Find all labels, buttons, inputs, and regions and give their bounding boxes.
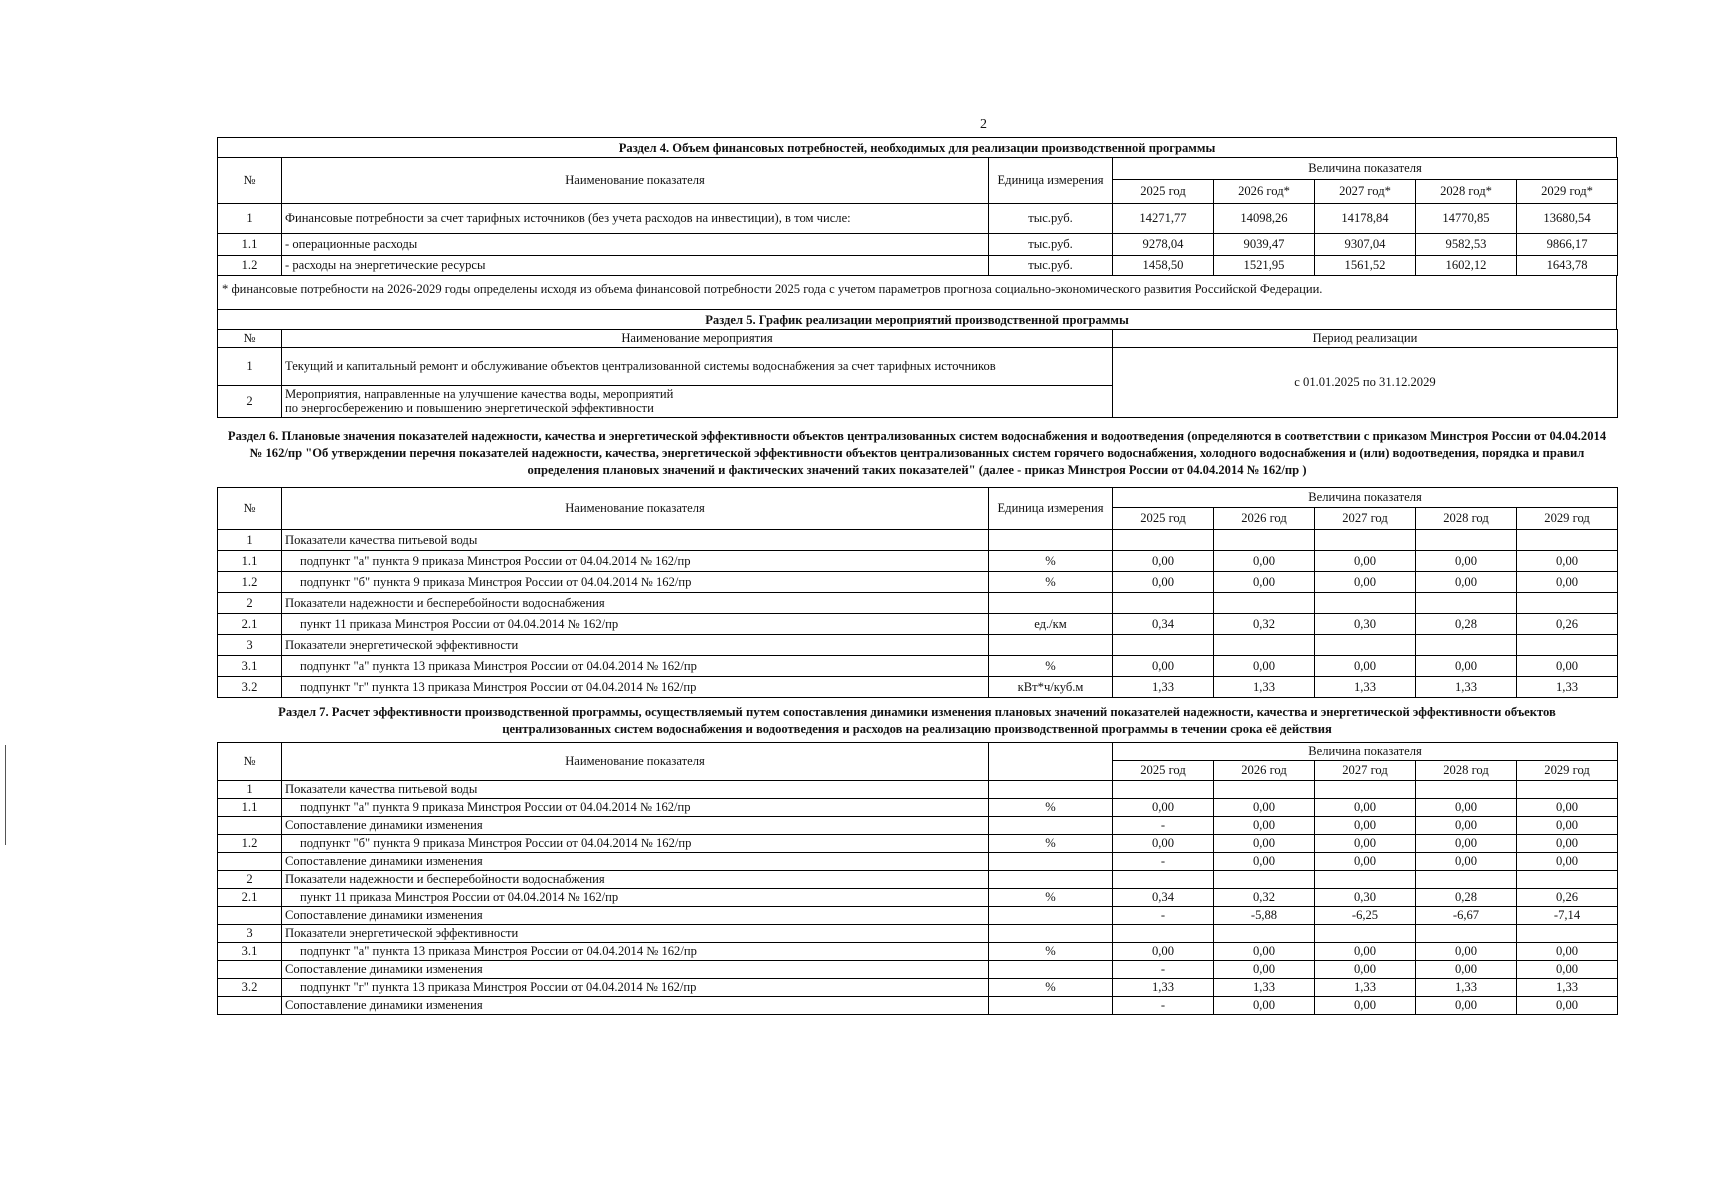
row-value: 9278,04 [1113, 234, 1214, 256]
row-value: 0,00 [1214, 960, 1315, 978]
row-value: 9582,53 [1416, 234, 1517, 256]
row-no [218, 906, 282, 924]
row-value: 14098,26 [1214, 204, 1315, 234]
row-value: - [1113, 960, 1214, 978]
col-header-name: Наименование показателя [282, 742, 989, 780]
row-value: 0,00 [1113, 655, 1214, 676]
row-name: Сопоставление динамики изменения [282, 906, 989, 924]
row-value [1113, 529, 1214, 550]
row-no: 2.1 [218, 613, 282, 634]
col-header-value-group: Величина показателя [1113, 487, 1618, 507]
row-value [1315, 780, 1416, 798]
row-value [1517, 634, 1618, 655]
row-value: 0,00 [1416, 960, 1517, 978]
row-value [1416, 870, 1517, 888]
row-value: 0,00 [1113, 834, 1214, 852]
row-no: 1.2 [218, 834, 282, 852]
section4-note: * финансовые потребности на 2026-2029 годы определены исходя из объема финансовой потребности 2025 года с учетом параметров прогноза социально-экономического развития Российской Федерации. [217, 276, 1617, 309]
row-no: 3.2 [218, 978, 282, 996]
table-row [218, 906, 1618, 924]
row-value: 0,28 [1416, 888, 1517, 906]
row-value: 1,33 [1315, 978, 1416, 996]
table-row [218, 571, 1618, 592]
row-value [1315, 870, 1416, 888]
period-cell: с 01.01.2025 по 31.12.2029 [1113, 348, 1618, 418]
row-value: 0,00 [1113, 798, 1214, 816]
row-no: 2.1 [218, 888, 282, 906]
row-value [1416, 780, 1517, 798]
row-value: -7,14 [1517, 906, 1618, 924]
row-no: 1 [218, 204, 282, 234]
col-header-year: 2025 год [1113, 180, 1214, 204]
col-header-year: 2026 год [1214, 507, 1315, 529]
col-header-unit: Единица измерения [989, 158, 1113, 204]
row-value: 0,00 [1214, 852, 1315, 870]
col-header-year: 2029 год [1517, 507, 1618, 529]
row-value: -6,25 [1315, 906, 1416, 924]
section5-title: Раздел 5. График реализации мероприятий производственной программы [217, 309, 1617, 329]
col-header-value-group: Величина показателя [1113, 158, 1618, 180]
group-row [218, 870, 1618, 888]
table-row [218, 676, 1618, 697]
row-value: 9866,17 [1517, 234, 1618, 256]
section6-title: Раздел 6. Плановые значения показателей надежности, качества и энергетической эффективности объектов централизованных систем водоснабжения и водоотведения (определяются в соответствии с приказом Минстроя России от 04.04.2014 № 162/пр "Об утверждении перечня показателей надежности, качества, энергетической эффективности объектов централизованных систем горячего водоснабжения, холодного водоснабжения и (или) водоотведения, порядка и правил определения плановых значений и фактических значений таких показателей" (далее - приказ Минстроя России от 04.04.2014 № 162/пр ) [227, 428, 1607, 477]
row-value: 0,00 [1315, 816, 1416, 834]
row-value: - [1113, 996, 1214, 1014]
row-no: 1 [218, 348, 282, 386]
col-header-year: 2028 год [1416, 760, 1517, 780]
row-value [1416, 924, 1517, 942]
row-value [1315, 924, 1416, 942]
row-unit [989, 816, 1113, 834]
row-value: 1,33 [1416, 676, 1517, 697]
table-row [218, 798, 1618, 816]
row-value: 0,00 [1214, 834, 1315, 852]
group-row [218, 780, 1618, 798]
row-name: подпункт "г" пункта 13 приказа Минстроя России от 04.04.2014 № 162/пр [282, 676, 989, 697]
row-value [1214, 592, 1315, 613]
row-unit [989, 906, 1113, 924]
page-number: 2 [980, 117, 987, 132]
row-value: 0,00 [1416, 996, 1517, 1014]
row-value: 9307,04 [1315, 234, 1416, 256]
row-value: 0,00 [1315, 655, 1416, 676]
row-value: - [1113, 906, 1214, 924]
row-no: 2 [218, 870, 282, 888]
row-value: 0,26 [1517, 613, 1618, 634]
row-no: 3.1 [218, 942, 282, 960]
row-value [1416, 529, 1517, 550]
row-no: 3.2 [218, 676, 282, 697]
section4-title: Раздел 4. Объем финансовых потребностей, необходимых для реализации производственной программы [217, 137, 1617, 157]
row-value: 0,00 [1315, 996, 1416, 1014]
row-value: 14770,85 [1416, 204, 1517, 234]
row-no [218, 852, 282, 870]
row-name [282, 386, 1113, 418]
row-value: 1,33 [1315, 676, 1416, 697]
row-name: Показатели качества питьевой воды [282, 780, 989, 798]
row-value: -6,67 [1416, 906, 1517, 924]
row-name: подпункт "а" пункта 13 приказа Минстроя России от 04.04.2014 № 162/пр [282, 655, 989, 676]
row-name: Показатели надежности и бесперебойности водоснабжения [282, 870, 989, 888]
row-unit [989, 529, 1113, 550]
table-row [218, 888, 1618, 906]
table-row [218, 960, 1618, 978]
col-header-year: 2027 год [1315, 760, 1416, 780]
row-unit [989, 592, 1113, 613]
row-name: Текущий и капитальный ремонт и обслуживание объектов централизованной системы водоснабжения за счет тарифных источников [282, 348, 1113, 386]
row-value: 0,00 [1214, 655, 1315, 676]
row-name: Сопоставление динамики изменения [282, 960, 989, 978]
row-value [1113, 634, 1214, 655]
row-value: 0,00 [1517, 550, 1618, 571]
row-name-line: по энергосбережению и повышению энергетической эффективности [285, 401, 654, 416]
table-row [218, 655, 1618, 676]
row-value: 1,33 [1517, 978, 1618, 996]
table-row [218, 816, 1618, 834]
row-value [1517, 529, 1618, 550]
row-value: 0,00 [1315, 834, 1416, 852]
row-name-line: Мероприятия, направленные на улучшение качества воды, мероприятий [285, 387, 674, 401]
col-header-year: 2029 год* [1517, 180, 1618, 204]
row-value [1416, 634, 1517, 655]
col-header-year: 2028 год* [1416, 180, 1517, 204]
row-value [1517, 592, 1618, 613]
row-value: 0,00 [1315, 798, 1416, 816]
row-value: 1561,52 [1315, 256, 1416, 276]
row-value: 0,28 [1416, 613, 1517, 634]
row-no [218, 996, 282, 1014]
row-value: 9039,47 [1214, 234, 1315, 256]
section7-title: Раздел 7. Расчет эффективности производственной программы, осуществляемый путем сопоставления динамики изменения плановых значений показателей надежности, качества и энергетической эффективности объектов централизованных систем водоснабжения и водоотведения и расходов на реализацию производственной программы в течении срока её действия [278, 704, 1556, 736]
row-value: 0,00 [1416, 655, 1517, 676]
col-header-name: Наименование показателя [282, 158, 989, 204]
row-name: подпункт "а" пункта 13 приказа Минстроя России от 04.04.2014 № 162/пр [282, 942, 989, 960]
col-header-year: 2027 год [1315, 507, 1416, 529]
row-unit [989, 852, 1113, 870]
row-no: 1.1 [218, 234, 282, 256]
table-row [218, 613, 1618, 634]
row-no: 3.1 [218, 655, 282, 676]
row-value [1113, 924, 1214, 942]
row-value: 0,00 [1214, 942, 1315, 960]
row-name: - операционные расходы [282, 234, 989, 256]
col-header-year: 2025 год [1113, 507, 1214, 529]
row-value: 0,00 [1517, 816, 1618, 834]
row-value: 0,32 [1214, 613, 1315, 634]
table-row [218, 852, 1618, 870]
row-value: 0,00 [1214, 798, 1315, 816]
row-value: 0,00 [1315, 571, 1416, 592]
row-value: 0,34 [1113, 888, 1214, 906]
row-no: 3 [218, 634, 282, 655]
group-row [218, 592, 1618, 613]
col-header-no: № [218, 742, 282, 780]
row-value: 1643,78 [1517, 256, 1618, 276]
table-row [218, 234, 1618, 256]
row-value: 1,33 [1214, 978, 1315, 996]
row-value: 0,00 [1315, 550, 1416, 571]
row-unit: кВт*ч/куб.м [989, 676, 1113, 697]
row-value [1315, 529, 1416, 550]
row-no: 1.2 [218, 571, 282, 592]
row-value: 0,00 [1315, 960, 1416, 978]
row-no: 3 [218, 924, 282, 942]
row-value: 1,33 [1113, 978, 1214, 996]
row-no: 2 [218, 592, 282, 613]
row-value: 0,00 [1416, 852, 1517, 870]
row-value [1315, 634, 1416, 655]
row-name: подпункт "г" пункта 13 приказа Минстроя России от 04.04.2014 № 162/пр [282, 978, 989, 996]
row-no [218, 960, 282, 978]
row-name: подпункт "б" пункта 9 приказа Минстроя России от 04.04.2014 № 162/пр [282, 571, 989, 592]
row-value: 1602,12 [1416, 256, 1517, 276]
row-value: 0,00 [1517, 655, 1618, 676]
row-value: 1521,95 [1214, 256, 1315, 276]
table-row [218, 550, 1618, 571]
row-value [1214, 634, 1315, 655]
row-value [1416, 592, 1517, 613]
table-row [218, 942, 1618, 960]
row-value [1214, 924, 1315, 942]
row-no: 1 [218, 780, 282, 798]
row-value: 0,00 [1113, 942, 1214, 960]
row-value: 0,00 [1517, 942, 1618, 960]
col-header-year: 2027 год* [1315, 180, 1416, 204]
row-value: 1458,50 [1113, 256, 1214, 276]
row-value: 14178,84 [1315, 204, 1416, 234]
col-header-name: Наименование показателя [282, 487, 989, 529]
row-no [218, 816, 282, 834]
row-name: Показатели качества питьевой воды [282, 529, 989, 550]
row-value: 1,33 [1416, 978, 1517, 996]
row-value [1113, 870, 1214, 888]
row-no: 1.1 [218, 550, 282, 571]
col-header-year: 2025 год [1113, 760, 1214, 780]
row-value: 0,00 [1214, 996, 1315, 1014]
row-name: Показатели надежности и бесперебойности водоснабжения [282, 592, 989, 613]
row-name: пункт 11 приказа Минстроя России от 04.04.2014 № 162/пр [282, 613, 989, 634]
row-unit [989, 780, 1113, 798]
row-value: 0,00 [1113, 571, 1214, 592]
group-row [218, 529, 1618, 550]
row-unit [989, 634, 1113, 655]
row-value: 0,00 [1517, 798, 1618, 816]
row-name: пункт 11 приказа Минстроя России от 04.04.2014 № 162/пр [282, 888, 989, 906]
row-value: 0,26 [1517, 888, 1618, 906]
col-header-no: № [218, 158, 282, 204]
row-no: 1.2 [218, 256, 282, 276]
row-value: 0,00 [1517, 960, 1618, 978]
row-unit: % [989, 571, 1113, 592]
row-value: 14271,77 [1113, 204, 1214, 234]
row-unit: тыс.руб. [989, 256, 1113, 276]
row-value: 0,00 [1517, 996, 1618, 1014]
row-no: 2 [218, 386, 282, 418]
section4-table [217, 157, 1618, 276]
row-no: 1.1 [218, 798, 282, 816]
row-no: 1 [218, 529, 282, 550]
row-value: 0,00 [1416, 798, 1517, 816]
row-value: 0,30 [1315, 888, 1416, 906]
row-unit: % [989, 655, 1113, 676]
row-value: 0,00 [1214, 550, 1315, 571]
row-name: Сопоставление динамики изменения [282, 996, 989, 1014]
table-row [218, 204, 1618, 234]
row-unit [989, 996, 1113, 1014]
table-row [218, 256, 1618, 276]
row-unit: % [989, 942, 1113, 960]
row-value [1315, 592, 1416, 613]
row-value: 0,00 [1315, 852, 1416, 870]
section5-table [217, 329, 1618, 418]
row-name: подпункт "б" пункта 9 приказа Минстроя России от 04.04.2014 № 162/пр [282, 834, 989, 852]
group-row [218, 634, 1618, 655]
row-name: Показатели энергетической эффективности [282, 634, 989, 655]
row-value: 0,00 [1214, 571, 1315, 592]
group-row [218, 924, 1618, 942]
row-value: 1,33 [1517, 676, 1618, 697]
row-name: - расходы на энергетические ресурсы [282, 256, 989, 276]
row-name: Сопоставление динамики изменения [282, 852, 989, 870]
row-value: 0,00 [1416, 942, 1517, 960]
row-value: 0,30 [1315, 613, 1416, 634]
table-row [218, 348, 1618, 386]
row-value [1214, 780, 1315, 798]
row-name: Сопоставление динамики изменения [282, 816, 989, 834]
row-value: 1,33 [1214, 676, 1315, 697]
row-value [1517, 924, 1618, 942]
row-name: подпункт "а" пункта 9 приказа Минстроя России от 04.04.2014 № 162/пр [282, 798, 989, 816]
row-value: 0,00 [1416, 571, 1517, 592]
table-row [218, 834, 1618, 852]
row-value: 0,00 [1517, 571, 1618, 592]
row-value [1113, 780, 1214, 798]
row-value: 0,32 [1214, 888, 1315, 906]
row-value: 0,00 [1113, 550, 1214, 571]
col-header-name: Наименование мероприятия [282, 330, 1113, 348]
col-header-year: 2026 год [1214, 760, 1315, 780]
col-header-unit: Единица измерения [989, 487, 1113, 529]
row-unit: тыс.руб. [989, 204, 1113, 234]
section6-table [217, 487, 1618, 698]
row-name: Финансовые потребности за счет тарифных источников (без учета расходов на инвестиции), в том числе: [282, 204, 989, 234]
row-value [1517, 870, 1618, 888]
row-value: 0,00 [1315, 942, 1416, 960]
col-header-period: Период реализации [1113, 330, 1618, 348]
row-unit: % [989, 834, 1113, 852]
col-header-year: 2028 год [1416, 507, 1517, 529]
row-value [1517, 780, 1618, 798]
table-row [218, 996, 1618, 1014]
row-unit [989, 870, 1113, 888]
row-value: 1,33 [1113, 676, 1214, 697]
row-unit [989, 960, 1113, 978]
row-value: 0,00 [1517, 852, 1618, 870]
col-header-no: № [218, 487, 282, 529]
row-unit [989, 924, 1113, 942]
section7-table [217, 742, 1618, 1015]
row-value: 0,00 [1517, 834, 1618, 852]
row-value: 0,00 [1416, 550, 1517, 571]
row-value: -5,88 [1214, 906, 1315, 924]
margin-mark [5, 745, 6, 845]
row-unit: % [989, 978, 1113, 996]
row-unit: тыс.руб. [989, 234, 1113, 256]
row-value: 0,00 [1416, 834, 1517, 852]
table-row [218, 978, 1618, 996]
col-header-unit [989, 742, 1113, 780]
row-unit: ед./км [989, 613, 1113, 634]
row-name: подпункт "а" пункта 9 приказа Минстроя России от 04.04.2014 № 162/пр [282, 550, 989, 571]
row-value: - [1113, 852, 1214, 870]
row-value [1214, 870, 1315, 888]
row-value: 13680,54 [1517, 204, 1618, 234]
row-value: 0,00 [1416, 816, 1517, 834]
row-value: - [1113, 816, 1214, 834]
row-name: Показатели энергетической эффективности [282, 924, 989, 942]
document-body [217, 137, 1617, 1015]
row-unit: % [989, 550, 1113, 571]
row-unit: % [989, 888, 1113, 906]
col-header-value-group: Величина показателя [1113, 742, 1618, 760]
row-value [1113, 592, 1214, 613]
col-header-year: 2026 год* [1214, 180, 1315, 204]
col-header-year: 2029 год [1517, 760, 1618, 780]
row-value: 0,00 [1214, 816, 1315, 834]
col-header-no: № [218, 330, 282, 348]
row-unit: % [989, 798, 1113, 816]
row-value: 0,34 [1113, 613, 1214, 634]
row-value [1214, 529, 1315, 550]
